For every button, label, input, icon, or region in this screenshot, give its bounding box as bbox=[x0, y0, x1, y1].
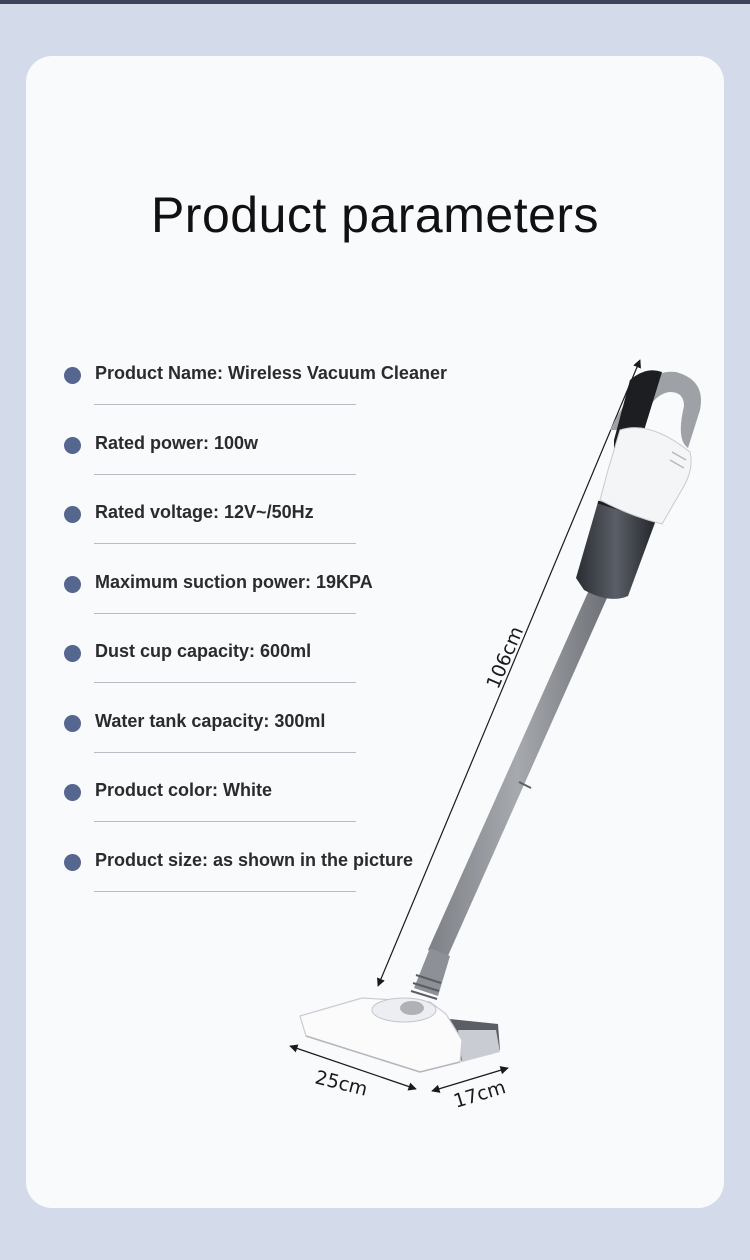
spec-text: Product Name: Wireless Vacuum Cleaner bbox=[95, 363, 447, 383]
page-title: Product parameters bbox=[150, 187, 600, 243]
mop-head bbox=[300, 998, 500, 1072]
spec-text: Maximum suction power: 19KPA bbox=[95, 571, 373, 592]
spec-text: Dust cup capacity: 600ml bbox=[95, 641, 312, 661]
spec-text: Water tank capacity: 300ml bbox=[95, 710, 326, 731]
height-label: 106cm bbox=[482, 623, 529, 692]
spec-text: Product size: as shown in the picture bbox=[95, 849, 414, 870]
spec-text: Product color: White bbox=[95, 780, 272, 800]
depth-label: 17cm bbox=[451, 1076, 509, 1113]
width-label: 25cm bbox=[312, 1066, 370, 1101]
spec-text: Rated voltage: 12V~/50Hz bbox=[95, 502, 314, 522]
vacuum-handle bbox=[600, 370, 701, 524]
spec-text: Rated power: 100w bbox=[95, 432, 259, 453]
vacuum-neck bbox=[411, 948, 450, 999]
